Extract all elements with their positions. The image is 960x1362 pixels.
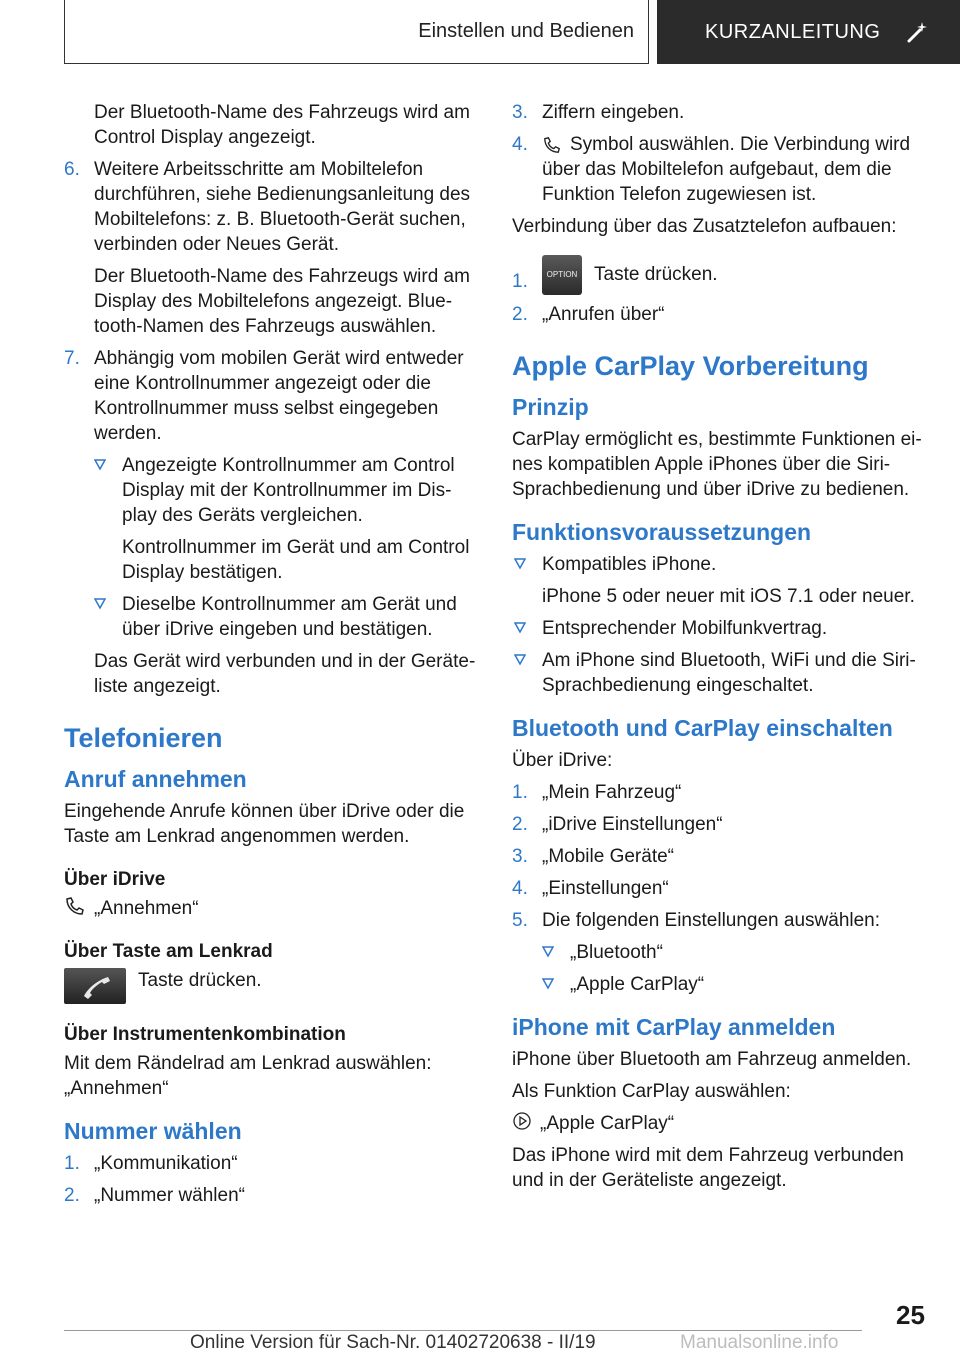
- bullet-text: Angezeigte Kontrollnummer am Control Display mit der Kontrollnummer im Display des Geräts vergleichen.: [122, 455, 455, 526]
- heading-anruf-annehmen: Anruf annehmen: [64, 766, 247, 792]
- bullet-text: „Bluetooth“: [570, 942, 663, 963]
- triangle-bullet-icon: [94, 598, 106, 610]
- heading-prinzip: Prinzip: [512, 394, 589, 420]
- list-text: Weitere Arbeitsschritte am Mobiltelefon durchführen, siehe Bedienungsanleitung des Mobiltelefons: z. B. Bluetooth-Gerät suchen, verbinden oder Neues Gerät.: [94, 159, 471, 255]
- list-text: Taste drücken.: [594, 264, 718, 286]
- phone-icon: [64, 896, 86, 916]
- list-text: „Einstellungen“: [542, 878, 669, 899]
- heading-instrumentenkombination: Über Instrumentenkombination: [64, 1024, 346, 1045]
- bullet-text: Dieselbe Kontrollnummer am Gerät und über iDrive eingeben und bestätigen.: [122, 594, 457, 640]
- heading-apple-carplay: Apple CarPlay Vorbereitung: [512, 351, 869, 381]
- list-item: [512, 132, 932, 207]
- triangle-bullet-icon: [542, 978, 554, 990]
- paragraph: Das iPhone wird mit dem Fahrzeug verbunden und in der Geräteliste angezeigt.: [512, 1145, 904, 1191]
- paragraph: Der Bluetooth-Name des Fahrzeugs wird am Control Display angezeigt.: [94, 102, 470, 148]
- bullet-item: [512, 552, 932, 577]
- heading-funktionsvoraussetzungen: Funktionsvoraussetzungen: [512, 519, 812, 545]
- triangle-bullet-icon: [514, 622, 526, 634]
- list-item: [512, 876, 932, 901]
- annehmen-label: „Annehmen“: [94, 898, 199, 919]
- list-number: 1.: [512, 782, 528, 803]
- guide-tab: [657, 0, 960, 64]
- paragraph: Eingehende Anrufe können über iDrive oder die Taste am Lenkrad angenommen werden.: [64, 801, 465, 847]
- bullet-text: Entsprechender Mobilfunkvertrag.: [542, 618, 828, 639]
- apple-carplay-label: „Apple CarPlay“: [540, 1113, 675, 1134]
- list-item: [64, 1151, 479, 1176]
- icon-row: [512, 1111, 932, 1136]
- paragraph: CarPlay ermöglicht es, bestimmte Funktionen eines kompatiblen Apple iPhones über die Siri-Sprachbedienung und über iDrive zu bedienen.: [512, 429, 922, 500]
- paragraph: Über iDrive:: [512, 750, 613, 771]
- list-item: [512, 812, 932, 837]
- list-item: [512, 255, 932, 295]
- paragraph: Kontrollnummer im Gerät und am Control Display bestätigen.: [122, 537, 470, 583]
- triangle-bullet-icon: [514, 654, 526, 666]
- list-item: [64, 1183, 479, 1208]
- paragraph: Verbindung über das Zusatztelefon aufbauen:: [512, 216, 897, 237]
- list-item: [512, 302, 932, 327]
- list-item: [512, 100, 932, 125]
- wand-icon: [906, 20, 930, 44]
- bullet-item: [512, 940, 932, 965]
- heading-nummer-waehlen: Nummer wählen: [64, 1118, 242, 1144]
- triangle-bullet-icon: [542, 946, 554, 958]
- bullet-item: [512, 972, 932, 997]
- list-item: [64, 157, 479, 257]
- list-item: [512, 844, 932, 869]
- paragraph: iPhone 5 oder neuer mit iOS 7.1 oder neuer.: [542, 586, 915, 607]
- bullet-item: [512, 648, 932, 698]
- bullet-item: [512, 616, 932, 641]
- bullet-text: „Apple CarPlay“: [570, 974, 705, 995]
- guide-title: KURZANLEITUNG: [705, 20, 881, 43]
- left-column: [64, 100, 479, 1215]
- list-text: „Mein Fahrzeug“: [542, 782, 682, 803]
- heading-bluetooth-carplay: Bluetooth und CarPlay einschalten: [512, 715, 893, 741]
- icon-row: [64, 896, 479, 921]
- phone-icon: [542, 136, 562, 154]
- page-number: 25: [896, 1300, 925, 1330]
- list-number: 1.: [512, 271, 528, 292]
- list-text: „Nummer wählen“: [94, 1185, 245, 1206]
- watermark: Manualsonline.info: [680, 1332, 839, 1353]
- list-number: 4.: [512, 134, 528, 155]
- list-text: Abhängig vom mobilen Gerät wird entweder eine Kontrollnummer angezeigt oder die Kontrollnummer muss selbst eingegeben werden.: [94, 348, 464, 444]
- list-text: „Anrufen über“: [542, 304, 665, 325]
- list-number: 2.: [512, 304, 528, 325]
- paragraph: iPhone über Bluetooth am Fahrzeug anmelden.: [512, 1049, 912, 1070]
- footer-divider: [64, 1330, 862, 1331]
- section-title: Einstellen und Bedienen: [418, 20, 634, 42]
- icon-row: [64, 968, 479, 1004]
- list-text: Symbol auswählen. Die Verbindung wird über das Mobiltelefon aufgebaut, dem die Funktion Telefon zugewiesen ist.: [542, 134, 911, 205]
- list-item: [64, 346, 479, 446]
- list-number: 4.: [512, 878, 528, 899]
- triangle-bullet-icon: [94, 459, 106, 471]
- bullet-item: [64, 453, 479, 528]
- list-number: 2.: [512, 814, 528, 835]
- list-number: 1.: [64, 1153, 80, 1174]
- list-item: [512, 780, 932, 805]
- paragraph: Der Bluetooth-Name des Fahrzeugs wird am Display des Mobiltelefons angezeigt. Bluetooth-Namen des Fahrzeugs auswählen.: [94, 266, 470, 337]
- list-number: 3.: [512, 846, 528, 867]
- paragraph: Als Funktion CarPlay auswählen:: [512, 1081, 791, 1102]
- heading-iphone-carplay: iPhone mit CarPlay anmelden: [512, 1014, 836, 1040]
- bullet-text: Kompatibles iPhone.: [542, 554, 717, 575]
- list-text: Die folgenden Einstellungen auswählen:: [542, 910, 881, 931]
- list-number: 3.: [512, 102, 528, 123]
- triangle-bullet-icon: [514, 558, 526, 570]
- heading-telefonieren: Telefonieren: [64, 723, 223, 753]
- play-circle-icon: [512, 1111, 532, 1131]
- list-number: 6.: [64, 159, 80, 180]
- heading-taste-lenkrad: Über Taste am Lenkrad: [64, 941, 273, 962]
- option-button-icon: OPTION: [542, 255, 582, 295]
- heading-ueber-idrive: Über iDrive: [64, 869, 166, 890]
- list-item: [512, 908, 932, 933]
- list-text: Ziffern eingeben.: [542, 102, 685, 123]
- steering-phone-button-icon: [64, 968, 126, 1004]
- section-tab: [64, 0, 649, 64]
- list-number: 5.: [512, 910, 528, 931]
- bullet-text: Am iPhone sind Bluetooth, WiFi und die Siri-Sprachbedienung eingeschaltet.: [542, 650, 916, 696]
- paragraph: Mit dem Rändelrad am Lenkrad auswählen: „Annehmen“: [64, 1053, 432, 1099]
- bullet-item: [64, 592, 479, 642]
- paragraph: Das Gerät wird verbunden und in der Geräteliste angezeigt.: [94, 651, 476, 697]
- list-text: „Kommunikation“: [94, 1153, 238, 1174]
- list-number: 7.: [64, 348, 80, 369]
- right-column: [512, 100, 932, 1200]
- list-number: 2.: [64, 1185, 80, 1206]
- taste-druecken-label: Taste drücken.: [138, 970, 262, 991]
- footer-text: Online Version für Sach-Nr. 01402720638 - II/19: [190, 1332, 596, 1353]
- list-text: „iDrive Einstellungen“: [542, 814, 723, 835]
- list-text: „Mobile Geräte“: [542, 846, 674, 867]
